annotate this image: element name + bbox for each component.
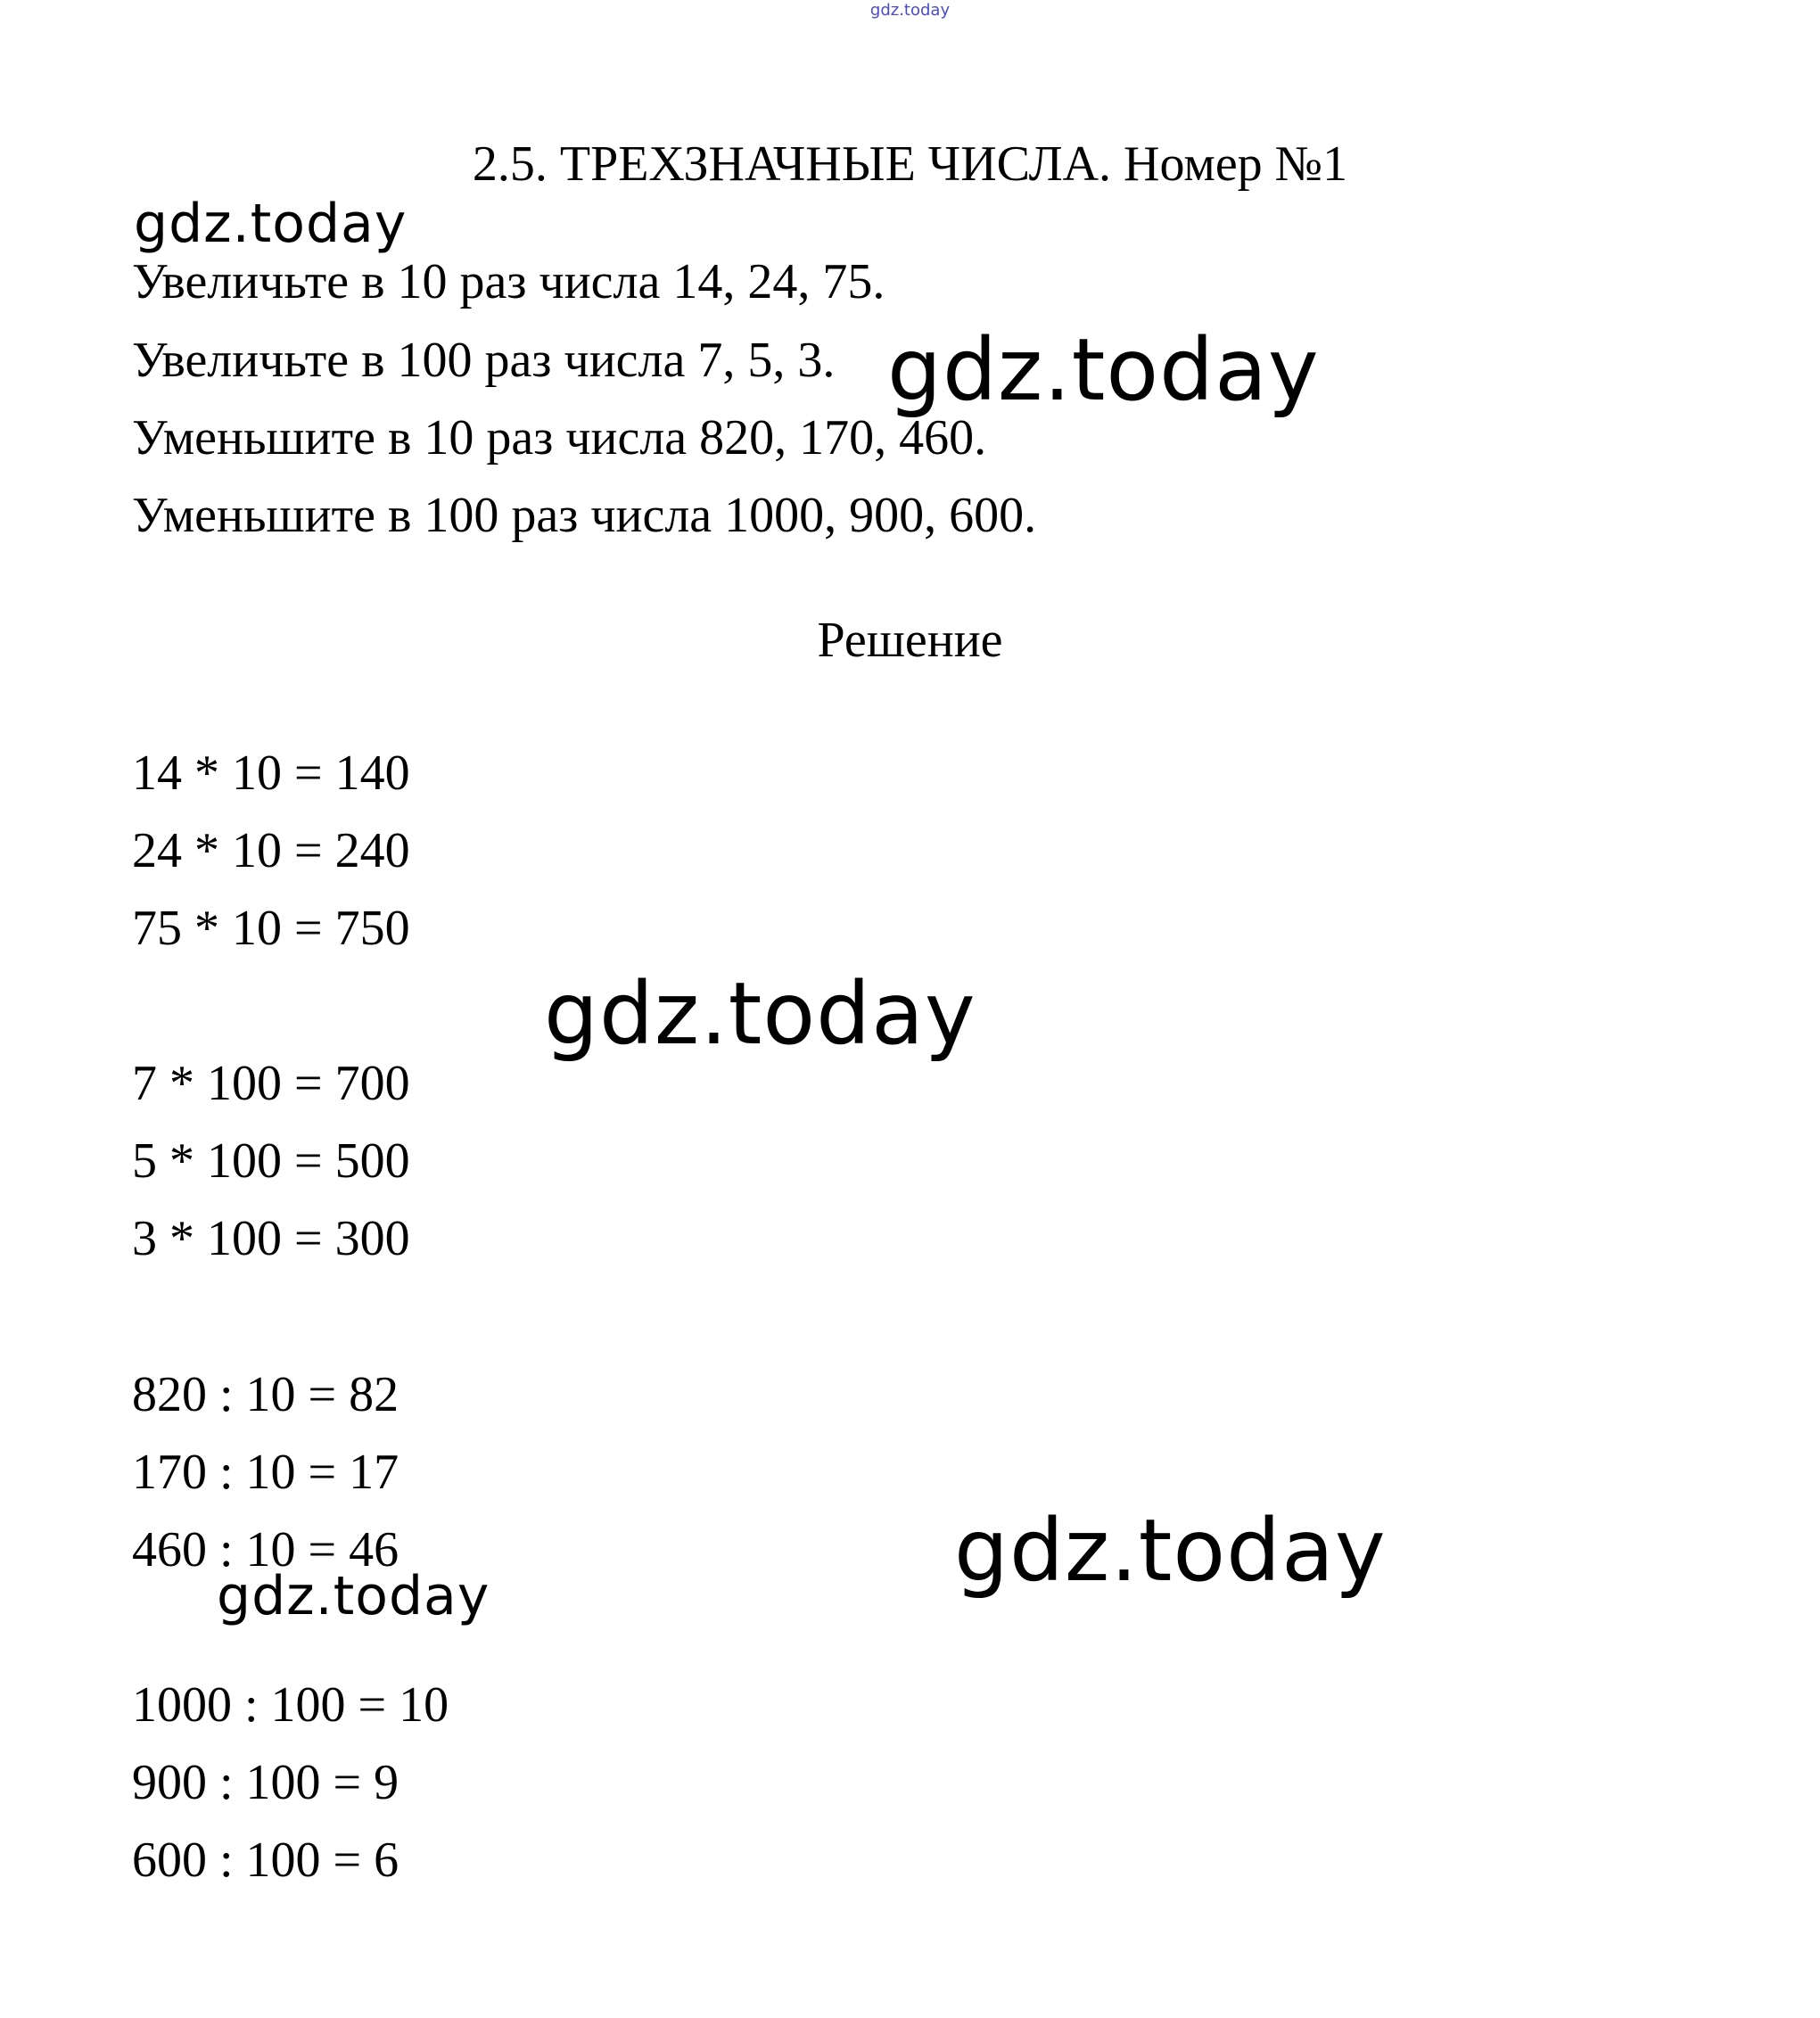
solution-line: 5 * 100 = 500 xyxy=(132,1133,410,1189)
solution-line: 600 : 100 = 6 xyxy=(132,1833,399,1888)
solution-line: 820 : 10 = 82 xyxy=(132,1367,399,1422)
solution-line: 75 * 10 = 750 xyxy=(132,901,410,956)
watermark-2: gdz.today xyxy=(887,320,1320,420)
page-title: 2.5. ТРЕХЗНАЧНЫЕ ЧИСЛА. Номер №1 xyxy=(472,136,1348,192)
watermark-4: gdz.today xyxy=(217,1565,490,1627)
task-line-1: Увеличьте в 10 раз числа 14, 24, 75. xyxy=(132,254,885,309)
solution-line: 3 * 100 = 300 xyxy=(132,1211,410,1266)
solution-heading: Решение xyxy=(817,613,1003,668)
watermark-1: gdz.today xyxy=(134,193,408,255)
solution-line: 14 * 10 = 140 xyxy=(132,745,410,801)
watermark-3: gdz.today xyxy=(544,964,976,1064)
task-line-2: Увеличьте в 100 раз числа 7, 5, 3. xyxy=(132,333,836,388)
solution-line: 1000 : 100 = 10 xyxy=(132,1677,449,1733)
solution-line: 7 * 100 = 700 xyxy=(132,1056,410,1111)
solution-line: 460 : 10 = 46 xyxy=(132,1522,399,1577)
task-line-4: Уменьшите в 100 раз числа 1000, 900, 600. xyxy=(132,488,1037,543)
solution-line: 24 * 10 = 240 xyxy=(132,823,410,878)
solution-line: 170 : 10 = 17 xyxy=(132,1445,399,1500)
top-watermark: gdz.today xyxy=(869,1,951,20)
watermark-5: gdz.today xyxy=(954,1501,1387,1601)
task-line-3: Уменьшите в 10 раз числа 820, 170, 460. xyxy=(132,410,987,465)
solution-line: 900 : 100 = 9 xyxy=(132,1755,399,1810)
